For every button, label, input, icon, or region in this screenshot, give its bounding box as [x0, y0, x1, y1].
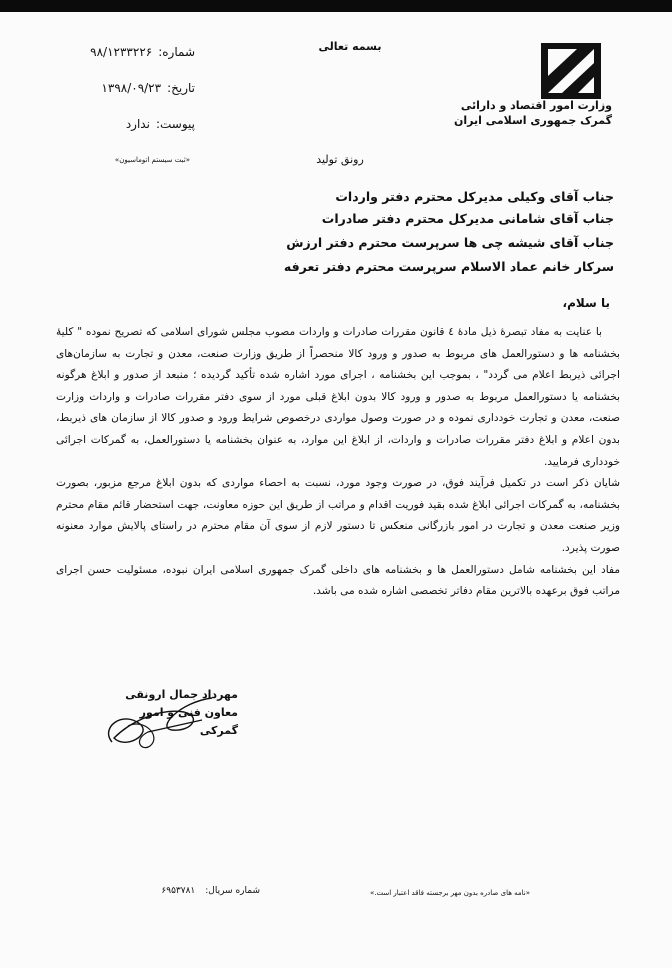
signatory-title: معاون فنی و امور گمرکی: [139, 706, 238, 737]
date-label: تاریخ:: [167, 81, 195, 95]
greeting: با سلام،: [562, 296, 610, 310]
letter-number: [45, 44, 195, 60]
number-label: شماره:: [158, 45, 195, 59]
body-paragraph-3: مفاد این بخشنامه شامل دستورالعمل ها و بخشنامه های داخلی گمرک جمهوری اسلامی ایران نبوده، مسئولیت حسن اجرای مراتب فوق برعهده بالاترین مقام دفاتر تخصصی اشاره شده می باشد.: [56, 563, 620, 598]
recipient-2: جناب آقای شامانی مدیرکل محترم دفتر صادرات: [321, 211, 614, 226]
serial-value: ۶۹۵۳۷۸۱: [161, 886, 196, 896]
signatory-name: مهرداد جمال ارونقی: [125, 688, 238, 701]
org-line-customs: گمرک جمهوری اسلامی ایران: [453, 114, 612, 127]
letter-date: [45, 80, 195, 96]
recipient-1: جناب آقای وکیلی مدیرکل محترم دفتر واردات: [335, 189, 614, 204]
copy-note: رونق تولید: [316, 153, 364, 166]
validity-footnote: «نامه های صادره بدون مهر برجسته فاقد اعتبار است.»: [370, 889, 530, 897]
customs-logo-icon: [540, 42, 602, 100]
organization-name: [422, 98, 612, 128]
attachment-label: پیوست:: [155, 117, 195, 131]
letter-body: [56, 322, 620, 603]
automation-note: «ثبت سیستم اتوماسیون»: [114, 156, 190, 164]
handwritten-signature-icon: [92, 680, 242, 760]
recipient-3: جناب آقای شیشه چی ها سرپرست محترم دفتر ارزش: [286, 235, 614, 250]
number-value: ۹۸/۱۲۳۳۲۲۶: [90, 45, 153, 59]
body-paragraph-2: شایان ذکر است در تکمیل فرآیند فوق، در صورت وجود مورد، نسبت به احصاء مواردی که بدون ابلاغ مرجع مزبور، بصورت بخشنامه، به گمرکات اجرائی ابلاغ شده بقید فوریت اقدام و مراتب از طریق این حوزه معاونت، جهت استحضار قائم مقام محترم وزیر صنعت معدن و تجارت در امور بازرگانی منعکس تا دستور لازم از سوی آن مقام محترم در راستای پالایش موارد معنونه صورت پذیرد.: [56, 477, 620, 554]
top-border: [0, 0, 672, 12]
body-paragraph-1: با عنایت به مفاد تبصرهٔ ذیل مادهٔ ٤ قانون مقررات صادرات و واردات مصوب مجلس شورای اسلامی که تصریح نموده " کلیهٔ بخشنامه ها و دستورالعمل های مربوط به صدور و ورود کالا منحصراً از طریق وزارت صنعت، معدن و تجارت به سازمان‌های اجرائی ذیربط اعلام می گردد" ، بموجب این بخشنامه ، اجرای مورد اشاره شده تأکید گردیده ؛ منبعد از صدور و ابلاغ هرگونه بخشنامه یا دستورالعمل مربوط به صدور و ورود کالا بدون ابلاغ قبلی مورد از سوی دفتر مقررات صادرات و واردات وزارت صنعت، معدن و تجارت خودداری نموده و در صورت وصول مواردی درخصوص شرایط ورود و صدور کالا از سازمان های ذیربط، بدون اعلام و ابلاغ دفتر مقررات صادرات و واردات، از ابلاغ این موارد، به عنوان بخشنامه یا دستورالعمل، به گمرکات اجرائی خودداری فرمایید.: [56, 326, 620, 468]
org-line-ministry: وزارت امور اقتصاد و دارائی: [460, 99, 612, 112]
serial-label: شماره سریال:: [205, 886, 260, 896]
attachment-value: ندارد: [125, 117, 150, 131]
recipient-4: سرکار خانم عماد الاسلام سرپرست محترم دفتر تعرفه: [283, 259, 614, 274]
date-value: ۱۳۹۸/۰۹/۲۳: [101, 81, 162, 95]
serial-number: [100, 886, 260, 896]
letter-attachment: [45, 116, 195, 132]
bismillah-heading: بسمه تعالی: [318, 40, 382, 53]
